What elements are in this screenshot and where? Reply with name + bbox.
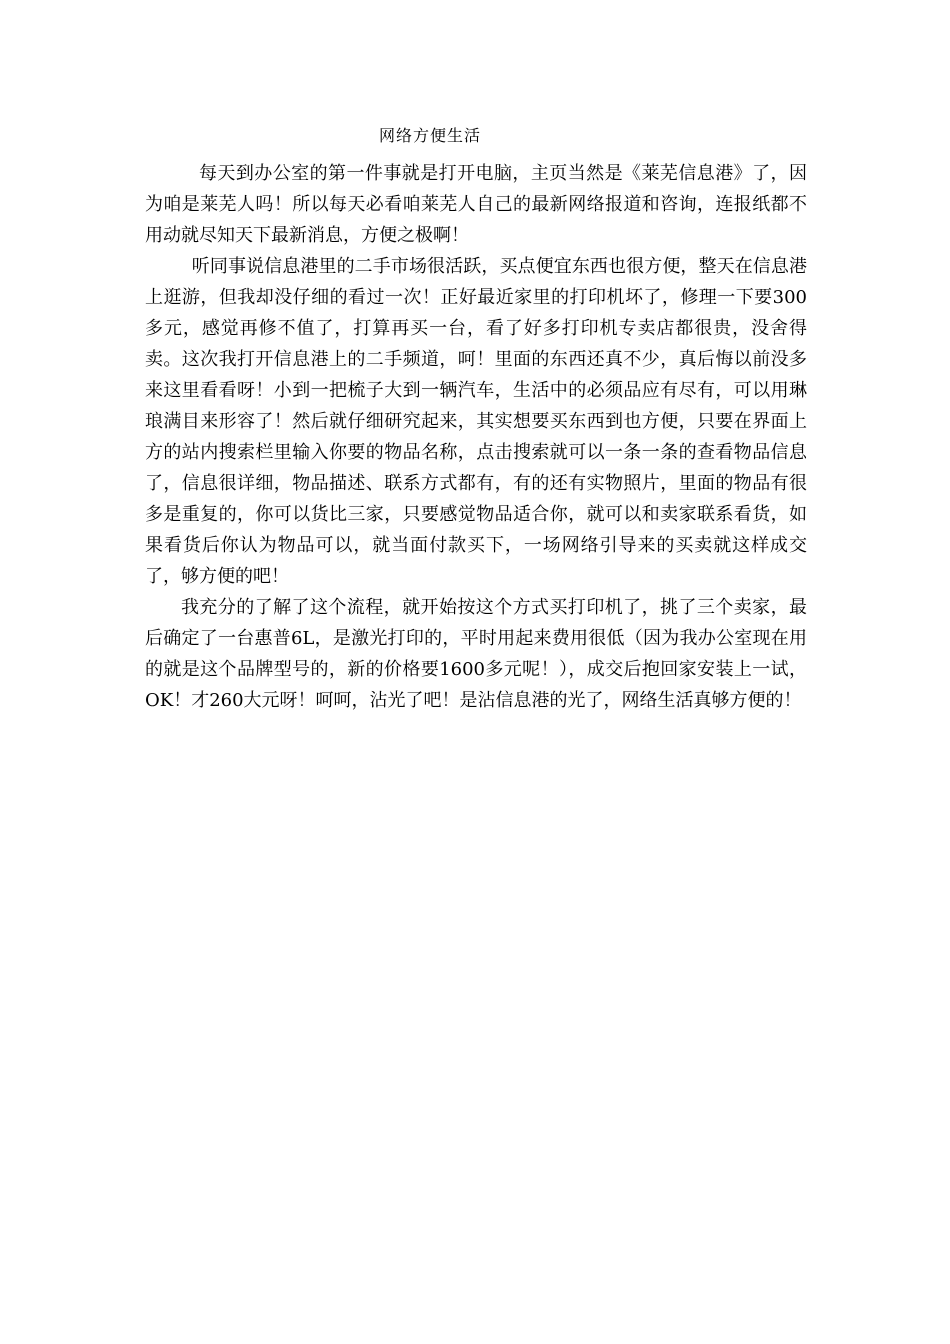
document-title: 网络方便生活 bbox=[378, 126, 481, 145]
paragraph-3: 我充分的了解了这个流程，就开始按这个方式买打印机了，挑了三个卖家，最后确定了一台惠普6L，是激光打印的，平时用起来费用很低（因为我办公室现在用的就是这个品牌型号的，新的价格要1600多元呢！），成交后抱回家安装上一试，OK！才260大元呀！呵呵，沾光了吧！是沾信息港的光了，网络生活真够方便的！ bbox=[145, 597, 807, 711]
paragraph-1: 每天到办公室的第一件事就是打开电脑，主页当然是《莱芜信息港》了，因为咱是莱芜人吗！所以每天必看咱莱芜人自己的最新网络报道和咨询，连报纸都不用动就尽知天下最新消息，方便之极啊！ bbox=[145, 163, 807, 246]
paragraph-2: 听同事说信息港里的二手市场很活跃，买点便宜东西也很方便，整天在信息港上逛游，但我却没仔细的看过一次！正好最近家里的打印机坏了，修理一下要300多元，感觉再修不值了，打算再买一台，看了好多打印机专卖店都很贵，没舍得卖。这次我打开信息港上的二手频道，呵！里面的东西还真不少，真后悔以前没多来这里看看呀！小到一把梳子大到一辆汽车，生活中的必须品应有尽有，可以用琳琅满目来形容了！然后就仔细研究起来，其实想要买东西到也方便，只要在界面上方的站内搜索栏里输入你要的物品名称，点击搜索就可以一条一条的查看物品信息了，信息很详细，物品描述、联系方式都有，有的还有实物照片，里面的物品有很多是重复的，你可以货比三家，只要感觉物品适合你，就可以和卖家联系看货，如果看货后你认为物品可以，就当面付款买下，一场网络引导来的买卖就这样成交了，够方便的吧！ bbox=[145, 256, 807, 587]
article-body bbox=[145, 158, 807, 716]
